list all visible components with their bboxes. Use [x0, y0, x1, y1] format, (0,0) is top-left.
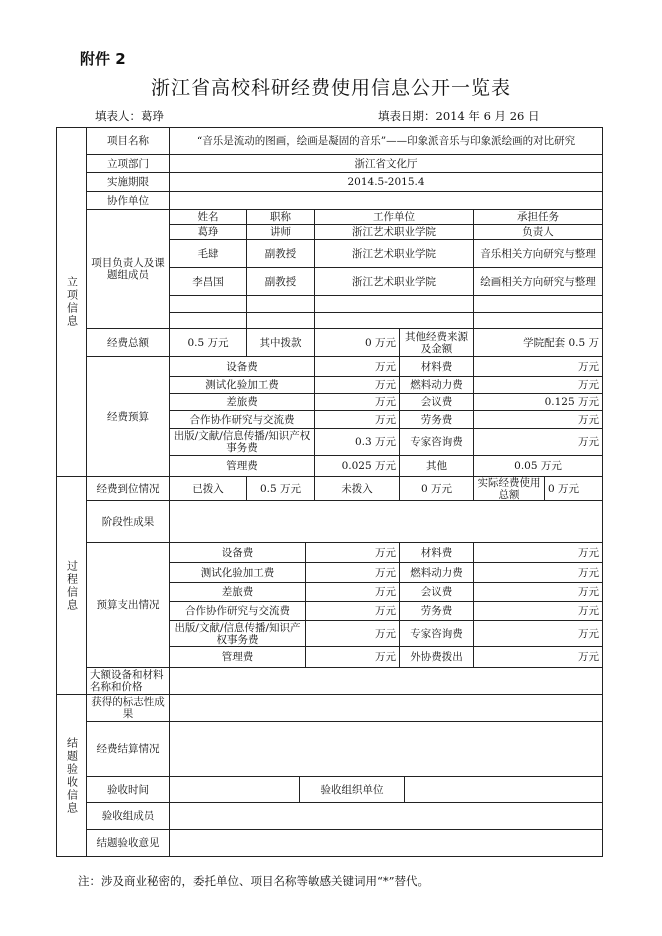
label-acceptance-opinion: 结题验收意见	[86, 829, 170, 857]
member-cell: 讲师	[246, 224, 315, 240]
budget-item-label: 材料费	[399, 356, 474, 377]
label-dept: 立项部门	[86, 154, 170, 173]
member-cell	[246, 295, 315, 313]
label-pending: 未拨入	[314, 476, 400, 501]
label-stage: 阶段性成果	[86, 500, 170, 543]
acceptance-members-value	[169, 802, 603, 830]
budget-item-value: 0.025 万元	[314, 455, 400, 477]
member-cell	[314, 295, 474, 313]
pending-value: 0 万元	[399, 476, 474, 501]
member-cell: 绘画相关方向研究与整理	[473, 267, 603, 296]
spend-item-value: 万元	[473, 582, 603, 602]
acceptance-time-value	[169, 776, 300, 803]
budget-item-label: 其他	[399, 455, 474, 477]
spend-item-label: 劳务费	[399, 601, 474, 621]
member-cell	[169, 295, 247, 313]
section-closing-label: 结题验收信息	[56, 694, 87, 857]
large-items-value	[169, 667, 603, 695]
label-budget: 经费预算	[86, 356, 170, 477]
member-cell	[473, 312, 603, 329]
budget-item-value: 万元	[473, 356, 603, 377]
budget-item-label: 管理费	[169, 455, 315, 477]
stage-value	[169, 500, 603, 543]
member-header: 工作单位	[314, 209, 474, 225]
budget-item-label: 合作协作研究与交流费	[169, 410, 315, 429]
page-title: 浙江省高校科研经费使用信息公开一览表	[150, 77, 511, 99]
dept-value: 浙江省文化厅	[169, 154, 603, 173]
label-acceptance-org: 验收组织单位	[299, 776, 405, 803]
label-project-name: 项目名称	[86, 127, 170, 155]
spend-item-value: 万元	[305, 620, 400, 647]
footnote: 注：涉及商业秘密的，委托单位、项目名称等敏感关键词用“*”替代。	[78, 874, 430, 888]
spend-item-value: 万元	[305, 582, 400, 602]
member-cell: 浙江艺术职业学院	[314, 239, 474, 268]
spend-item-label: 设备费	[169, 542, 306, 563]
spend-item-label: 会议费	[399, 582, 474, 602]
spend-item-value: 万元	[473, 601, 603, 621]
label-allocated: 其中拨款	[246, 328, 315, 357]
label-large-items: 大额设备和材料名称和价格	[86, 667, 170, 695]
spend-item-label: 管理费	[169, 646, 306, 668]
section-process-label: 过程信息	[56, 476, 87, 695]
project-name-value: “音乐是流动的图画，绘画是凝固的音乐”——印象派音乐与印象派绘画的对比研究	[169, 127, 603, 155]
member-cell: 副教授	[246, 267, 315, 296]
budget-item-label: 设备费	[169, 356, 315, 377]
spend-item-value: 万元	[305, 601, 400, 621]
budget-item-label: 劳务费	[399, 410, 474, 429]
member-cell	[314, 312, 474, 329]
spend-item-value: 万元	[305, 562, 400, 583]
budget-item-value: 万元	[473, 410, 603, 429]
member-header: 承担任务	[473, 209, 603, 225]
period-value: 2014.5-2015.4	[169, 172, 603, 192]
budget-item-value: 万元	[314, 393, 400, 411]
section-approval-label: 立项信息	[56, 127, 87, 477]
filler-name: 填表人：葛琤	[95, 109, 164, 123]
spend-item-value: 万元	[473, 562, 603, 583]
budget-item-value: 0.125 万元	[473, 393, 603, 411]
label-period: 实施期限	[86, 172, 170, 192]
acceptance-opinion-value	[169, 829, 603, 857]
label-members: 项目负责人及课题组成员	[86, 209, 170, 329]
total-value: 0.5 万元	[169, 328, 247, 357]
budget-item-label: 燃料动力费	[399, 376, 474, 394]
spend-item-value: 万元	[305, 646, 400, 668]
member-cell	[246, 312, 315, 329]
budget-item-value: 万元	[473, 428, 603, 456]
other-source-value: 学院配套 0.5 万	[473, 328, 603, 357]
spend-item-value: 万元	[473, 646, 603, 668]
spend-item-label: 差旅费	[169, 582, 306, 602]
member-cell: 浙江艺术职业学院	[314, 267, 474, 296]
member-cell: 毛肆	[169, 239, 247, 268]
spend-item-label: 测试化验加工费	[169, 562, 306, 583]
budget-item-value: 万元	[314, 376, 400, 394]
label-actual: 实际经费使用总额	[473, 476, 545, 501]
spend-item-value: 万元	[473, 542, 603, 563]
spend-item-label: 出版/文献/信息传播/知识产权事务费	[169, 620, 306, 647]
settlement-value	[169, 721, 603, 777]
member-cell: 浙江艺术职业学院	[314, 224, 474, 240]
budget-item-label: 会议费	[399, 393, 474, 411]
spend-item-label: 材料费	[399, 542, 474, 563]
budget-item-value: 万元	[473, 376, 603, 394]
budget-item-label: 测试化验加工费	[169, 376, 315, 394]
budget-item-value: 万元	[314, 356, 400, 377]
fill-date: 填表日期：2014 年 6 月 26 日	[378, 109, 540, 123]
member-cell	[473, 295, 603, 313]
member-header: 姓名	[169, 209, 247, 225]
label-acceptance-time: 验收时间	[86, 776, 170, 803]
partner-value	[169, 191, 603, 210]
member-cell: 副教授	[246, 239, 315, 268]
label-spend: 预算支出情况	[86, 542, 170, 668]
label-received: 已拨入	[169, 476, 247, 501]
label-arrival: 经费到位情况	[86, 476, 170, 501]
member-cell: 音乐相关方向研究与整理	[473, 239, 603, 268]
spend-item-value: 万元	[473, 620, 603, 647]
member-cell: 葛琤	[169, 224, 247, 240]
member-cell: 李昌国	[169, 267, 247, 296]
spend-item-label: 专家咨询费	[399, 620, 474, 647]
spend-item-value: 万元	[305, 542, 400, 563]
spend-item-label: 合作协作研究与交流费	[169, 601, 306, 621]
spend-item-label: 外协费拨出	[399, 646, 474, 668]
budget-item-value: 0.3 万元	[314, 428, 400, 456]
achievement-value	[169, 694, 603, 722]
budget-item-label: 专家咨询费	[399, 428, 474, 456]
label-acceptance-members: 验收组成员	[86, 802, 170, 830]
spend-item-label: 燃料动力费	[399, 562, 474, 583]
label-achievement: 获得的标志性成果	[86, 694, 170, 722]
member-cell	[169, 312, 247, 329]
acceptance-org-value	[404, 776, 603, 803]
attachment-label: 附件 2	[80, 50, 126, 68]
label-total: 经费总额	[86, 328, 170, 357]
member-header: 职称	[246, 209, 315, 225]
label-other-source: 其他经费来源及金额	[399, 328, 474, 357]
member-cell: 负责人	[473, 224, 603, 240]
actual-value: 0 万元	[544, 476, 603, 501]
budget-item-label: 差旅费	[169, 393, 315, 411]
budget-item-value: 0.05 万元	[473, 455, 603, 477]
budget-item-value: 万元	[314, 410, 400, 429]
allocated-value: 0 万元	[314, 328, 400, 357]
label-settlement: 经费结算情况	[86, 721, 170, 777]
label-partner: 协作单位	[86, 191, 170, 210]
received-value: 0.5 万元	[246, 476, 315, 501]
budget-item-label: 出版/文献/信息传播/知识产权事务费	[169, 428, 315, 456]
